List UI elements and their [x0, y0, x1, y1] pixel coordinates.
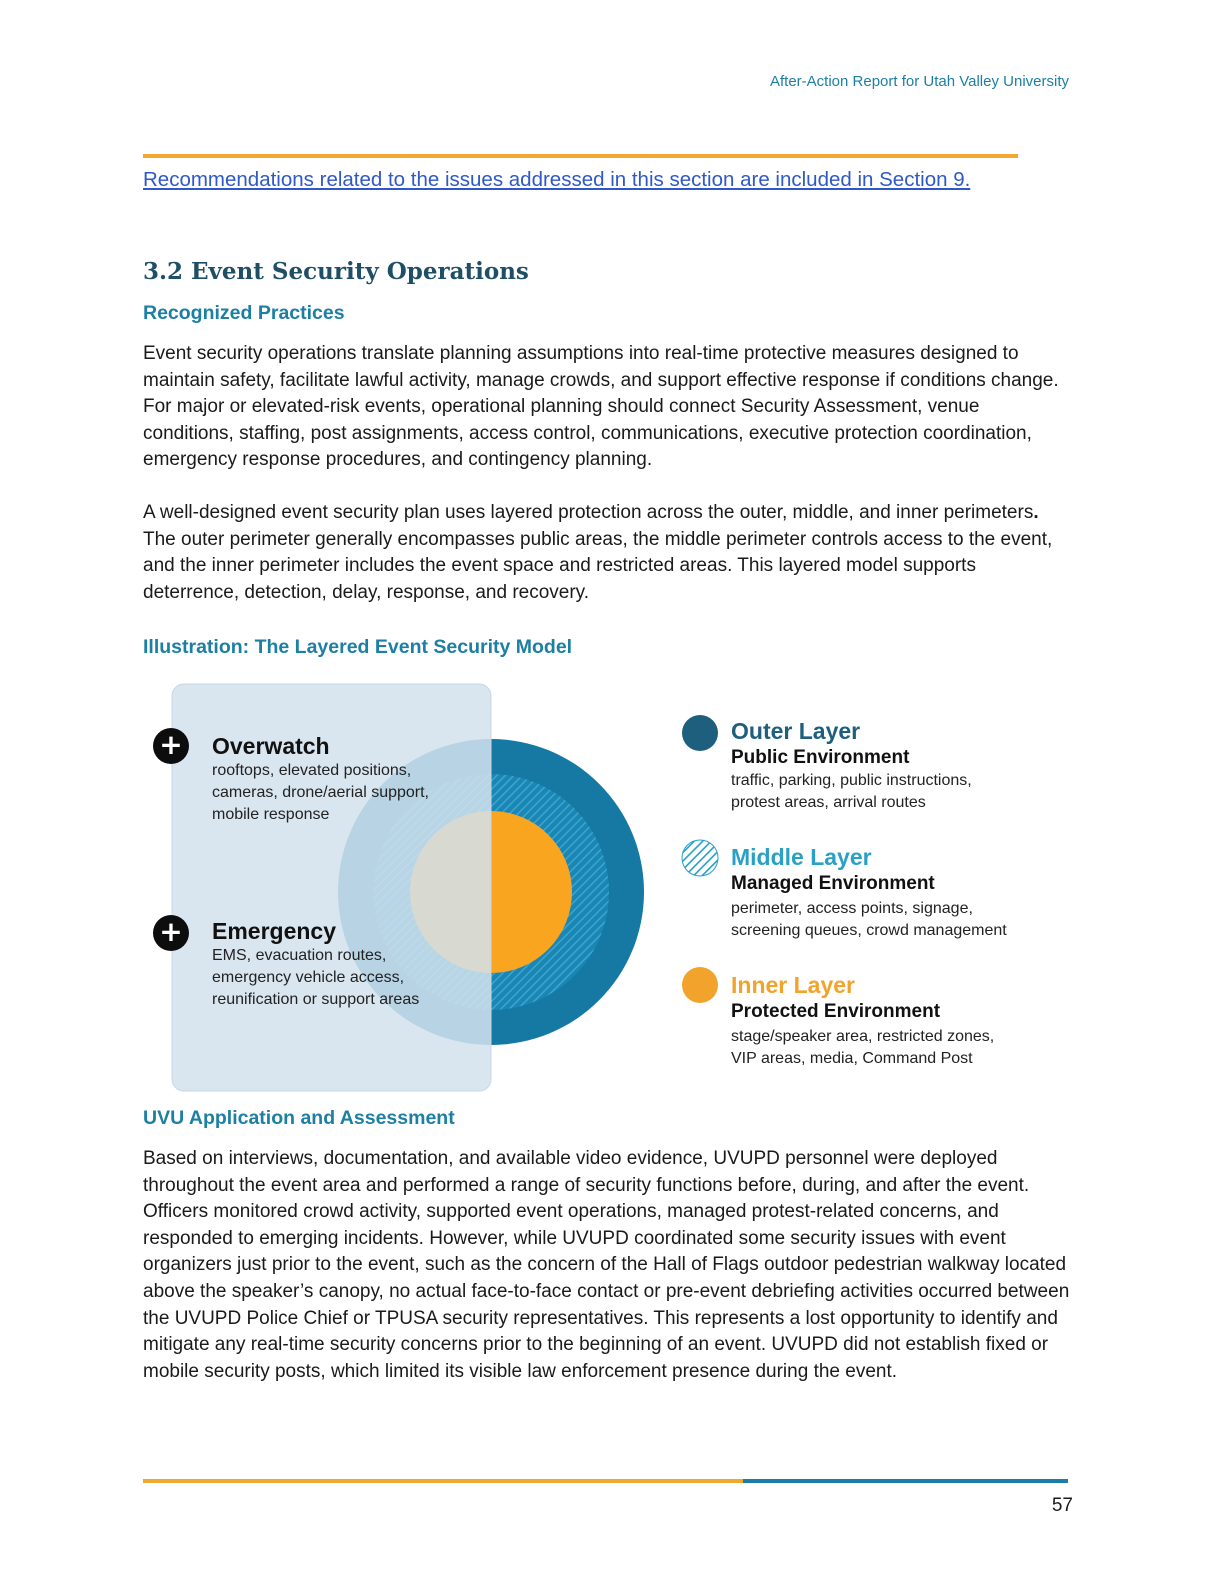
overwatch-line: cameras, drone/aerial support, — [212, 784, 429, 801]
uvu-assessment-heading: UVU Application and Assessment — [143, 1107, 455, 1129]
legend-subtitle: Public Environment — [731, 747, 910, 768]
overwatch-title: Overwatch — [212, 733, 330, 759]
paragraph-2-start: A well-designed event security plan uses layered protection across the outer, middle, and inner perimeters — [143, 502, 1034, 523]
outer-layer-marker — [682, 715, 718, 751]
legend-title: Middle Layer — [731, 844, 872, 870]
section-heading: 3.2 Event Security Operations — [143, 258, 529, 285]
legend-line: protest areas, arrival routes — [731, 794, 926, 811]
illustration-heading: Illustration: The Layered Event Security Model — [143, 636, 573, 658]
legend-title: Outer Layer — [731, 718, 861, 744]
emergency-line: reunification or support areas — [212, 991, 420, 1008]
middle-layer-marker — [682, 840, 718, 876]
paragraph-2-bold-period: . — [1033, 502, 1039, 523]
legend-title: Inner Layer — [731, 972, 855, 998]
inner-layer-marker — [682, 967, 718, 1003]
legend-line: perimeter, access points, signage, — [731, 900, 973, 917]
page-number: 57 — [1051, 1495, 1073, 1516]
emergency-title: Emergency — [212, 918, 337, 944]
legend-inner-layer — [731, 971, 994, 1070]
recognized-practices-heading: Recognized Practices — [143, 302, 345, 324]
recognized-practices-paragraph-1: Event security operations translate planning assumptions into real-time protective measures designed to maintain safety, facilitate lawful activity, manage crowds, and support effective response if conditions change. For major or elevated-risk events, operational planning should connect Security Assessment, venue conditions, staffing, post assignments, access control, communications, executive protection coordination, emergency response procedures, and contingency planning. — [143, 343, 1059, 471]
footer-rule-orange — [143, 1479, 743, 1483]
emergency-line: EMS, evacuation routes, — [212, 947, 387, 964]
paragraph-2-end: The outer perimeter generally encompasses public areas, the middle perimeter controls access to the event, and the inner perimeter includes the event space and restricted areas. This layered model supports deterrence, detection, delay, response, and recovery. — [143, 528, 1053, 603]
recommendations-link[interactable]: Recommendations related to the issues addressed in this section are included in Section 9. — [143, 168, 971, 191]
legend-line: traffic, parking, public instructions, — [731, 772, 972, 789]
recognized-practices-paragraph-2 — [143, 500, 1073, 606]
legend-subtitle: Protected Environment — [731, 1001, 941, 1022]
legend-middle-layer — [731, 843, 1007, 942]
legend-subtitle: Managed Environment — [731, 873, 935, 894]
footer-rule-blue — [743, 1479, 1068, 1483]
overwatch-line: rooftops, elevated positions, — [212, 762, 412, 779]
legend-line: VIP areas, media, Command Post — [731, 1050, 973, 1067]
plus-circle-icon: + — [153, 728, 189, 764]
emergency-line: emergency vehicle access, — [212, 969, 405, 986]
legend-outer-layer — [731, 717, 972, 814]
overwatch-line: mobile response — [212, 806, 330, 823]
overwatch-block — [212, 732, 429, 826]
header-rule — [143, 154, 1018, 158]
uvu-assessment-paragraph: Based on interviews, documentation, and available video evidence, UVUPD personnel were deployed throughout the event area and performed a range of security functions before, during, and after the event. Officers monitored crowd activity, supported event operations, managed protest-related concerns, and responded to emerging incidents. However, while UVUPD coordinated some security issues with event organizers just prior to the event, such as the concern of the Hall of Flags outdoor pedestrian walkway located above the speaker’s canopy, no actual face-to-face contact or pre-event debriefing activities occurred between the UVUPD Police Chief or TPUSA security representatives. This represents a lost opportunity to identify and mitigate any real-time security concerns prior to the beginning of an event. UVUPD did not establish fixed or mobile security posts, which limited its visible law enforcement presence during the event. — [143, 1148, 1070, 1382]
emergency-block — [212, 917, 419, 1011]
legend-line: screening queues, crowd management — [731, 922, 1007, 939]
running-header: After-Action Report for Utah Valley University — [770, 73, 1069, 90]
legend-line: stage/speaker area, restricted zones, — [731, 1028, 995, 1045]
layered-security-illustration — [150, 680, 1050, 1100]
plus-circle-icon: + — [153, 915, 189, 951]
